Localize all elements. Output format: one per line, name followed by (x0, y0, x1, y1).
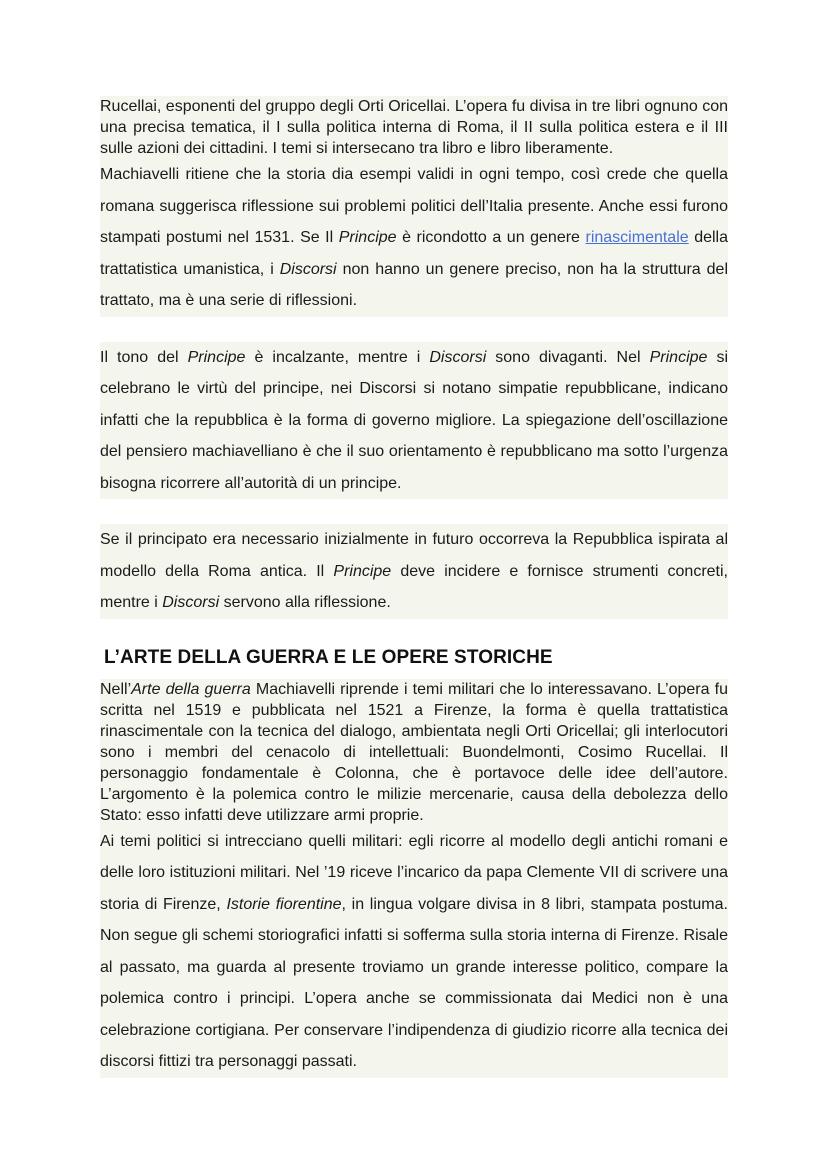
paragraph-arte-guerra (100, 679, 728, 826)
text-segment: è ricondotto a un genere (396, 229, 586, 246)
italic-title-discorsi: Discorsi (162, 594, 220, 611)
italic-title-principe: Principe (338, 229, 397, 246)
paragraph-principato (100, 524, 728, 619)
text-segment: non hanno un genere preciso, non ha la struttura del trattato, ma è una serie di riflessioni. (100, 260, 729, 309)
text-segment: , in lingua volgare divisa in 8 libri, stampata postuma. Non segue gli schemi storiografici infatti si sofferma sulla storia interna di Firenze. Risale al passato, ma guarda al presente troviamo un grande interesse politico, compare la polemica contro i principi. L’opera anche se commissionata dai Medici non è una celebrazione cortigiana. Per conservare l’indipendenza di giudizio ricorre alla tecnica dei discorsi fittizi tra personaggi passati. (100, 895, 728, 1070)
italic-title-istorie: Istorie fiorentine (226, 895, 342, 913)
paragraph-istorie (100, 826, 728, 1078)
italic-title-discorsi: Discorsi (279, 260, 337, 278)
link-rinascimentale[interactable]: rinascimentale (585, 229, 689, 246)
text-segment: si celebrano le virtù del principe, nei Discorsi si notano simpatie repubblicane, indicano infatti che la repubblica è la forma di governo migliore. La spiegazione dell’oscillazione del pensiero machiavelliano è che il suo orientamento è repubblicano ma sotto l’urgenza bisogna ricorrere all’autorità di un principe. (100, 348, 729, 492)
section-heading: L’ARTE DELLA GUERRA E LE OPERE STORICHE (100, 641, 728, 679)
paragraph-discorsi-storia (100, 159, 728, 317)
paragraph-spacer (100, 317, 728, 342)
text-segment: Machiavelli riprende i temi militari che lo interessavano. L’opera fu scritta nel 1519 e pubblicata nel 1521 a Firenze, la forma è quella trattatistica rinascimentale con la tecnica del dialogo, ambientata negli Orti Oricellai; gli interlocutori sono i membri del cenacolo di intellettuali: Buondelmonti, Cosimo Rucellai. Il personaggio fondamentale è Colonna, che è portavoce delle idee dell’autore. L’argomento è la polemica contro le milizie mercenarie, causa della debolezza dello Stato: esso infatti deve utilizzare armi proprie. (100, 680, 728, 824)
text-segment: è incalzante, mentre i (245, 348, 430, 366)
text-segment: Machiavelli ritiene che la storia dia esempi validi in ogni tempo, così crede che quella romana suggerisca riflessione sui problemi politici dell’Italia presente. Anche essi furono stampati postumi nel 1531. Se Il (100, 166, 728, 246)
section-spacer (100, 619, 728, 641)
text-segment: Nell’ (100, 680, 132, 698)
document-page (100, 96, 728, 1078)
text-segment: della trattatistica umanistica, i (100, 229, 729, 278)
text-segment: Se il principato era necessario inizialmente in futuro occorreva la Repubblica ispirata al modello della Roma antica. Il (100, 531, 728, 580)
text-segment: deve incidere e fornisce strumenti concreti, mentre i (100, 562, 728, 611)
italic-title-arte-guerra: Arte della guerra (131, 680, 251, 698)
paragraph-spacer (100, 499, 728, 524)
italic-title-principe: Principe (649, 348, 708, 366)
text-segment: Ai temi politici si intrecciano quelli militari: egli ricorre al modello degli antichi romani e delle loro istituzioni militari. Nel ’19 riceve l’incarico da papa Clemente VII di scrivere una storia di Firenze, (100, 832, 728, 913)
text-segment: Il tono del (100, 348, 188, 366)
paragraph-tono (100, 342, 728, 500)
italic-title-principe: Principe (333, 562, 392, 580)
text-segment: sono divaganti. Nel (486, 348, 650, 366)
italic-title-discorsi: Discorsi (429, 348, 487, 366)
italic-title-principe: Principe (187, 348, 246, 366)
paragraph-discorsi-intro: Rucellai, esponenti del gruppo degli Orti Oricellai. L’opera fu divisa in tre libri ognuno con una precisa tematica, il I sulla politica interna di Roma, il II sulla politica estera e il III sulle azioni dei cittadini. I temi si intersecano tra libro e libro liberamente. (100, 98, 728, 157)
text-segment: servono alla riflessione. (219, 594, 391, 611)
